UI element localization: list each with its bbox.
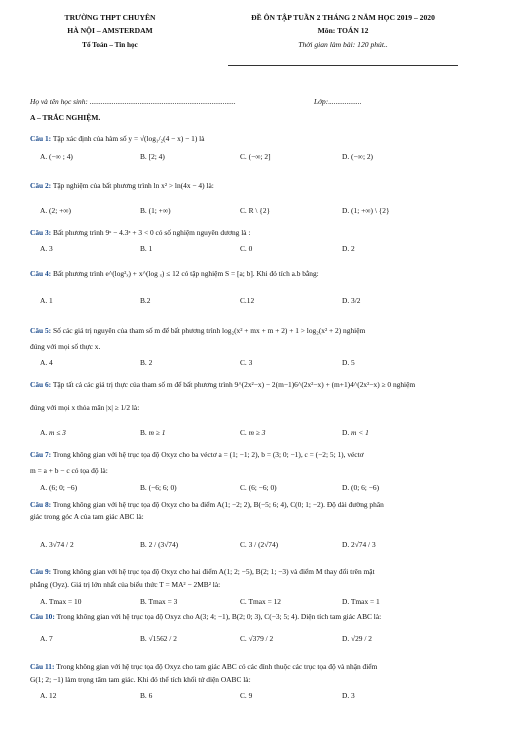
question-1 [30,134,205,143]
question-11: Câu 11: Trong không gian với hệ trục tọa độ Oxyz cho tam giác ABC có các đỉnh thuộc các trục tọa độ và nhận điểm [30,662,378,671]
option-8C[interactable]: C. 3 / (2√74) [240,540,279,549]
question-8-cont: giác trong góc A của tam giác ABC là: [30,512,144,521]
option-10A[interactable]: A. 7 [40,634,53,643]
option-6A[interactable]: A. m ≤ 3 [40,428,66,437]
option-8B[interactable]: B. 2 / (3√74) [140,540,179,549]
question-6-cont: đúng với mọi x thỏa mãn |x| ≥ 1/2 là: [30,403,140,412]
option-9B[interactable]: B. Tmax = 3 [140,597,178,606]
option-11B[interactable]: B. 6 [140,691,153,700]
option-9D[interactable]: D. Tmax = 1 [342,597,380,606]
student-class-label: Lớp:.................. [314,97,362,106]
question-9-cont: phẳng (Oyz). Giá trị lớn nhất của biểu thức T = MA² − 2MB² là: [30,580,221,589]
option-10B[interactable]: B. √1562 / 2 [140,634,177,643]
option-4D[interactable]: D. 3/2 [342,296,361,305]
question-5: Câu 5: Số các giá trị nguyên của tham số m để bất phương trình log₂(x² + mx + m + 2) + 1 > log₂(x² + 2) nghiệm [30,326,366,335]
question-7: Câu 7: Trong không gian với hệ trục tọa độ Oxyz cho ba véctơ a = (1; −1; 2), b = (3; 0; −1), c = (−2; 5; 1), véctơ [30,450,364,459]
option-7C[interactable]: C. (6; −6; 0) [240,483,277,492]
option-3A[interactable]: A. 3 [40,244,53,253]
school-name-line2: HÀ NỘI – AMSTERDAM [67,26,153,35]
question-3: Câu 3: Bất phương trình 9ˣ − 4.3ˣ + 3 < 0 có số nghiệm nguyên dương là : [30,228,251,237]
option-6B[interactable]: B. m ≥ 1 [140,428,166,437]
question-label: Câu 1: [30,134,52,143]
option-6C[interactable]: C. m ≥ 3 [240,428,266,437]
option-4B[interactable]: B.2 [140,296,151,305]
option-8D[interactable]: D. 2√74 / 3 [342,540,376,549]
option-1C[interactable]: C. (−∞; 2] [240,152,271,161]
option-3B[interactable]: B. 1 [140,244,153,253]
question-text: Tập xác định của hàm số y = √(log₁/₂(4 − x) − 1) là [52,134,205,143]
department: Tổ Toán – Tin học [82,41,138,49]
option-7B[interactable]: B. (−6; 6; 0) [140,483,177,492]
exam-time: Thời gian làm bài: 120 phút.. [298,40,388,49]
option-4A[interactable]: A. 1 [40,296,53,305]
question-7-cont: m = a + b − c có tọa độ là: [30,466,108,475]
option-6D[interactable]: D. m < 1 [342,428,369,437]
question-8: Câu 8: Trong không gian với hệ trục tọa độ Oxyz cho ba điểm A(1; −2; 2), B(−5; 6; 4), C(0; 1; −2). Độ dài đường phân [30,500,384,509]
option-10C[interactable]: C. √379 / 2 [240,634,274,643]
option-5B[interactable]: B. 2 [140,358,153,367]
option-10D[interactable]: D. √29 / 2 [342,634,372,643]
option-11C[interactable]: C. 9 [240,691,253,700]
option-4C[interactable]: C.12 [240,296,255,305]
option-1D[interactable]: D. (−∞; 2) [342,152,374,161]
header-divider [228,65,458,66]
school-name-line1: TRƯỜNG THPT CHUYÊN [64,13,156,22]
option-9A[interactable]: A. Tmax = 10 [40,597,82,606]
option-9C[interactable]: C. Tmax = 12 [240,597,281,606]
option-1A[interactable]: A. (−∞ ; 4) [40,152,73,161]
question-10: Câu 10: Trong không gian với hệ trục tọa độ Oxyz cho A(3; 4; −1), B(2; 0; 3), C(−3; 5; 4). Diện tích tam giác ABC là: [30,612,382,621]
exam-title: ĐỀ ÔN TẬP TUẦN 2 THÁNG 2 NĂM HỌC 2019 – 2020 [251,13,435,22]
question-6: Câu 6: Tập tất cả các giá trị thực của tham số m để bất phương trình 9^(2x²−x) − 2(m−1)6^(2x²−x) + (m+1)4^(2x²−x) ≥ 0 nghiệm [30,380,416,389]
option-11A[interactable]: A. 12 [40,691,57,700]
option-3D[interactable]: D. 2 [342,244,355,253]
option-8A[interactable]: A. 3√74 / 2 [40,540,74,549]
section-title: A – TRẮC NGHIỆM. [30,113,101,122]
option-2B[interactable]: B. (1; +∞) [140,206,171,215]
question-11-cont: G(1; 2; −1) làm trọng tâm tam giác. Khi đó thể tích khối tứ diện OABC là: [30,675,251,684]
option-7A[interactable]: A. (6; 0; −6) [40,483,78,492]
student-name-label: Họ và tên học sinh: ............................................................................... [30,97,236,106]
option-2C[interactable]: C. R \ {2} [240,206,271,215]
option-2A[interactable]: A. (2; +∞) [40,206,72,215]
option-7D[interactable]: D. (0; 6; −6) [342,483,380,492]
question-2: Câu 2: Tập nghiệm của bất phương trình ln x² > ln(4x − 4) là: [30,181,214,190]
question-4: Câu 4: Bất phương trình e^(log²ₓ) + x^(log ₓ) ≤ 12 có tập nghiệm S = [a; b]. Khi đó tích a.b bằng: [30,269,319,278]
question-9: Câu 9: Trong không gian với hệ trục tọa độ Oxyz cho hai điểm A(1; 2; −5), B(2; 1; −3) và điểm M thay đổi trên mặt [30,567,375,576]
option-1B[interactable]: B. [2; 4) [140,152,165,161]
option-11D[interactable]: D. 3 [342,691,355,700]
option-5A[interactable]: A. 4 [40,358,53,367]
option-5D[interactable]: D. 5 [342,358,355,367]
option-2D[interactable]: D. (1; +∞) \ {2} [342,206,390,215]
option-3C[interactable]: C. 0 [240,244,253,253]
question-5-cont: đúng với mọi số thực x. [30,342,101,351]
subject: Môn: TOÁN 12 [317,26,369,35]
option-5C[interactable]: C. 3 [240,358,253,367]
